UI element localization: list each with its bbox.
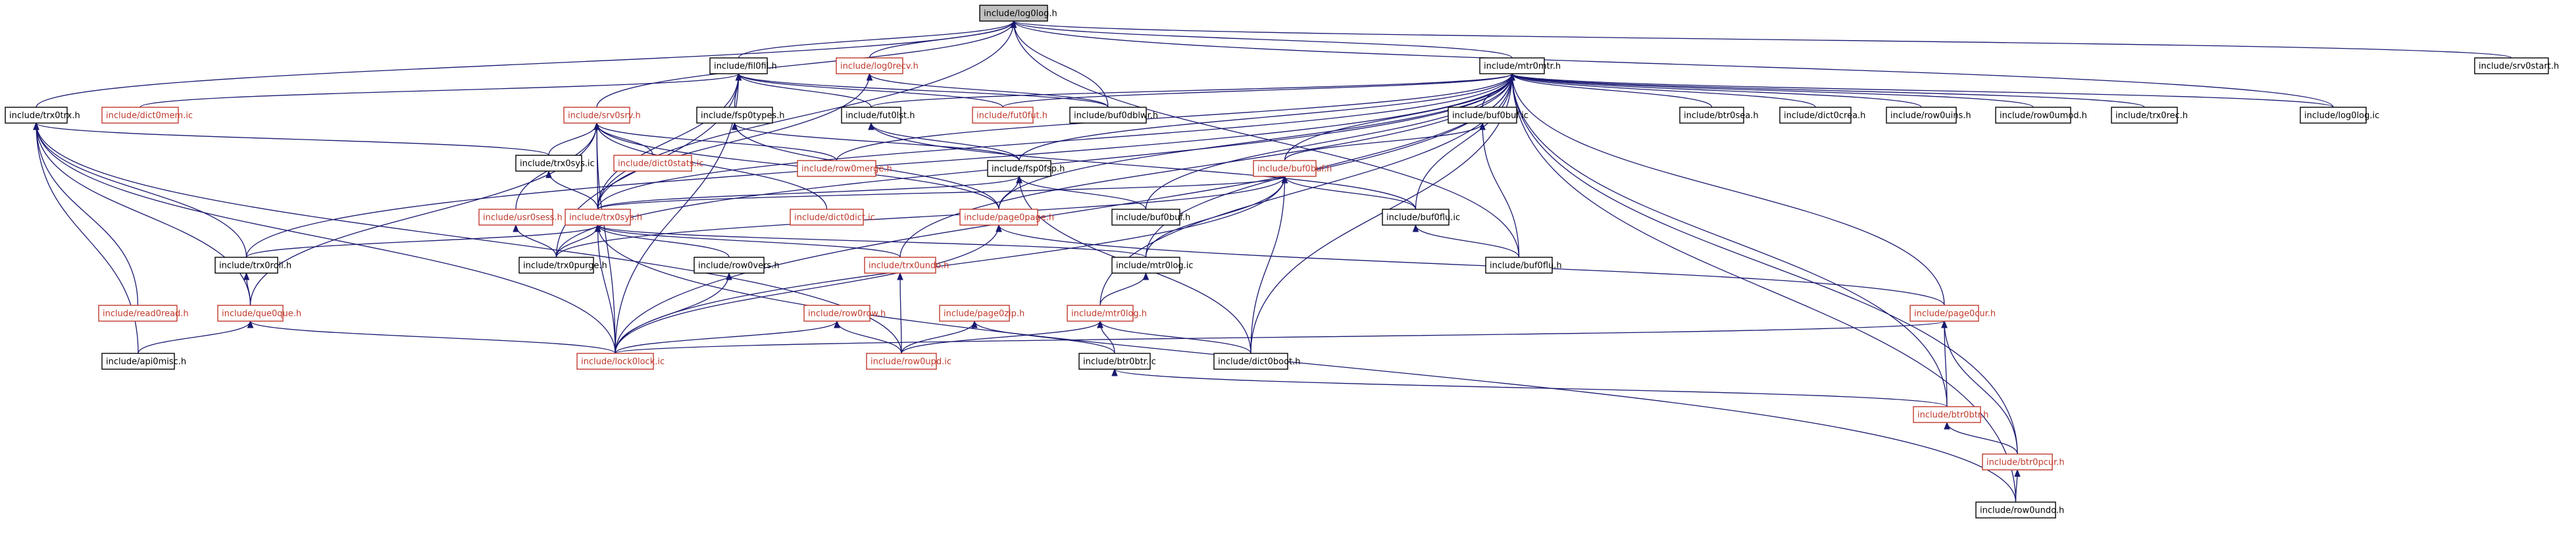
node-fut0fut-h[interactable]: [972, 107, 1048, 123]
edge-line: [1512, 74, 2333, 107]
node-label: include/row0uins.h: [1890, 111, 1971, 121]
edge-log0log_h-log0log_ic: [1011, 21, 2334, 107]
node-usr0sess-h[interactable]: [479, 209, 563, 225]
edge-btr0pcur_h-row0undo_h: [2015, 470, 2020, 502]
edge-row0row_h-row0upd_ic: [834, 321, 901, 353]
node-label: include/btr0pcur.h: [1986, 457, 2065, 468]
edge-btr0btr_h-btr0pcur_h: [1944, 422, 2017, 454]
node-trx0sys-ic[interactable]: [516, 155, 595, 171]
node-label: include/trx0roll.h: [219, 261, 292, 271]
edge-line: [1512, 74, 2016, 502]
node-api0misc-h[interactable]: [102, 353, 186, 369]
node-log0recv-h[interactable]: [836, 58, 919, 74]
edge-line: [1014, 21, 1513, 58]
edge-mtr0mtr_h-row0undo_h: [1509, 74, 2016, 502]
node-label: include/log0log.ic: [2304, 111, 2380, 121]
edge-line: [36, 123, 549, 155]
node-label: include/buf0buf.h: [1257, 164, 1332, 174]
node-label: include/buf0buf.h: [1116, 213, 1191, 223]
edge-trx0trx_h-read0read_h: [34, 123, 138, 305]
edge-line: [598, 225, 901, 257]
node-label: include/trx0sys.ic: [520, 159, 595, 169]
edge-line: [1512, 74, 1921, 107]
edge-line: [251, 321, 616, 353]
edge-fut0lst_h-fsp0fsp_h: [869, 123, 1019, 161]
node-row0upd-ic[interactable]: [867, 353, 951, 369]
edge-mtr0mtr_h-trx0rec_h: [1509, 74, 2144, 107]
edge-que0que_h-lock0lock_ic: [248, 321, 616, 353]
edge-buf0buf_ic-buf0flu_h: [1480, 123, 1519, 257]
node-label: include/buf0dblwr.h: [1074, 111, 1159, 121]
edge-trx0trx_h-trx0sys_ic: [34, 123, 549, 155]
node-row0row-h[interactable]: [804, 305, 886, 321]
node-label: include/row0row.h: [808, 309, 886, 319]
node-fsp0fsp-h[interactable]: [988, 161, 1065, 176]
edge-arrowhead: [513, 225, 518, 232]
node-label: include/btr0btr.ic: [1083, 357, 1156, 367]
edge-mtr0mtr_h-row0umod_h: [1509, 74, 2033, 107]
node-lock0lock-ic[interactable]: [577, 353, 665, 369]
edge-mtr0log_ic-mtr0log_h: [1100, 273, 1149, 305]
node-label: include/page0page.h: [964, 213, 1055, 223]
edge-arrowhead: [732, 123, 738, 130]
edge-mtr0mtr_h-row0uins_h: [1509, 74, 1921, 107]
node-page0cur-h[interactable]: [1910, 305, 1996, 321]
edge-line: [1947, 422, 2017, 454]
edge-line: [900, 273, 901, 353]
edge-line: [901, 321, 1100, 353]
edge-buf0flu_ic-buf0flu_h: [1413, 225, 1519, 257]
node-page0zip-h[interactable]: [940, 305, 1024, 321]
edge-line: [36, 123, 247, 257]
edge-arrowhead: [726, 273, 732, 280]
edge-trx0sys_h-trx0roll_h: [247, 225, 601, 257]
node-label: include/lock0lock.ic: [581, 357, 665, 367]
edges-layer: [34, 21, 2512, 502]
edge-row0row_h-lock0lock_ic: [615, 321, 840, 353]
edge-arrowhead: [1144, 273, 1149, 280]
edge-line: [739, 74, 1109, 107]
node-label: include/btr0btr.h: [1917, 410, 1989, 420]
edge-line: [1512, 74, 2017, 454]
node-label: include/buf0flu.h: [1490, 261, 1562, 271]
edge-mtr0log_h-row0upd_ic: [901, 321, 1103, 353]
node-label: include/srv0srv.h: [568, 111, 641, 121]
edge-mtr0mtr_h-btr0pcur_h: [1509, 74, 2017, 454]
edge-line: [549, 171, 598, 209]
edge-trx0trx_h-trx0roll_h: [34, 123, 247, 257]
node-read0read-h[interactable]: [99, 305, 189, 321]
edge-line: [598, 176, 1285, 209]
node-row0undo-h[interactable]: [1976, 502, 2064, 518]
edge-fil0fil_h-fut0lst_h: [736, 74, 872, 107]
node-btr0pcur-h[interactable]: [1983, 454, 2065, 470]
edge-line: [837, 321, 901, 353]
node-dict0crea-h[interactable]: [1780, 107, 1865, 123]
edge-line: [1014, 21, 2334, 107]
node-row0vers-h[interactable]: [694, 257, 780, 273]
edge-trx0sys_h-trx0undo_h: [595, 225, 901, 257]
edge-line: [1115, 369, 1947, 407]
edge-line: [247, 225, 598, 257]
edge-line: [1285, 176, 1416, 209]
node-label: include/mtr0log.ic: [1116, 261, 1194, 271]
edge-mtr0mtr_h-fut0fut_h: [1003, 74, 1515, 107]
node-label: include/fsp0types.h: [701, 111, 785, 121]
edge-line: [739, 21, 1014, 58]
edge-buf0buf_h-trx0sys_h: [598, 176, 1288, 209]
node-srv0srv-h[interactable]: [564, 107, 641, 123]
node-buf0buf-h[interactable]: [1253, 161, 1332, 176]
node-btr0btr-ic[interactable]: [1079, 353, 1156, 369]
edge-line: [1416, 225, 1519, 257]
edge-buf0buf_ic-buf0buf_h: [1285, 123, 1486, 161]
node-fut0lst-h[interactable]: [842, 107, 915, 123]
node-label: include/dict0stats.ic: [618, 159, 704, 169]
node-label: include/fut0lst.h: [846, 111, 915, 121]
node-label: include/log0recv.h: [840, 61, 919, 72]
edge-arrowhead: [1944, 422, 1950, 429]
edge-line: [1146, 74, 1513, 209]
edge-line: [1100, 273, 1146, 305]
edge-line: [739, 74, 872, 107]
node-fil0fil-h[interactable]: [710, 58, 777, 74]
edge-arrowhead: [594, 123, 599, 130]
edge-page0zip_h-row0upd_ic: [901, 321, 977, 353]
edge-log0log_h-srv0start_h: [1011, 21, 2512, 58]
edge-arrowhead: [244, 273, 249, 280]
node-row0merge-h[interactable]: [797, 161, 892, 176]
node-row0uins-h[interactable]: [1886, 107, 1971, 123]
edge-usr0sess_h-trx0purge_h: [513, 225, 557, 257]
node-label: include/dict0mem.ic: [106, 111, 193, 121]
node-label: include/log0log.h: [984, 9, 1057, 19]
edge-arrowhead: [834, 321, 840, 328]
node-trx0purge-h[interactable]: [519, 257, 607, 273]
node-dict0mem-ic[interactable]: [102, 107, 193, 123]
node-dict0stats-ic[interactable]: [614, 155, 703, 171]
node-row0umod-h[interactable]: [1996, 107, 2087, 123]
node-label: include/btr0sea.h: [1684, 111, 1759, 121]
edge-line: [597, 123, 615, 353]
edge-line: [1003, 74, 1512, 107]
edge-line: [1512, 74, 1947, 407]
node-label: include/trx0undo.h: [869, 261, 949, 271]
edge-arrowhead: [2015, 470, 2020, 476]
edge-line: [1944, 321, 2017, 454]
node-label: include/row0undo.h: [1980, 505, 2065, 516]
node-label: include/dict0boot.h: [1218, 357, 1301, 367]
edge-arrowhead: [546, 171, 551, 178]
edge-log0log_h-fil0fil_h: [739, 21, 1017, 58]
edge-arrowhead: [34, 123, 39, 130]
nodes-layer: [5, 5, 2559, 518]
edge-line: [516, 225, 557, 257]
node-label: include/fil0fil.h: [714, 61, 777, 72]
node-page0page-h[interactable]: [960, 209, 1054, 225]
edge-trx0trx_h-que0que_h: [34, 123, 251, 305]
edge-page0cur_h-lock0lock_ic: [615, 321, 1947, 353]
edge-trx0sys_ic-trx0sys_h: [546, 171, 598, 209]
node-label: include/page0zip.h: [944, 309, 1025, 319]
node-label: include/mtr0log.h: [1071, 309, 1148, 319]
edge-line: [1416, 74, 1513, 209]
node-label: include/page0cur.h: [1914, 309, 1996, 319]
node-mtr0log-ic[interactable]: [1112, 257, 1194, 273]
node-trx0sys-h[interactable]: [565, 209, 642, 225]
node-label: include/mtr0mtr.h: [1484, 61, 1561, 72]
edge-arrowhead: [1112, 369, 1117, 376]
node-buf0dblwr-h[interactable]: [1070, 107, 1158, 123]
node-fsp0types-h[interactable]: [697, 107, 785, 123]
edge-line: [1512, 74, 2033, 107]
edge-srv0srv_h-lock0lock_ic: [594, 123, 615, 353]
edge-mtr0mtr_h-btr0btr_h: [1509, 74, 1947, 407]
edge-line: [871, 123, 1019, 161]
edge-line: [1100, 321, 1251, 353]
edge-log0log_h-mtr0mtr_h: [1011, 21, 1513, 58]
edge-arrowhead: [897, 273, 903, 280]
node-label: include/row0umod.h: [2000, 111, 2087, 121]
edge-trx0roll_h-que0que_h: [244, 273, 251, 305]
node-trx0rec-h[interactable]: [2111, 107, 2188, 123]
node-label: include/trx0purge.h: [523, 261, 607, 271]
node-mtr0log-h[interactable]: [1067, 305, 1147, 321]
edge-line: [36, 123, 251, 305]
edge-line: [36, 123, 138, 305]
node-srv0start-h[interactable]: [2475, 58, 2559, 74]
node-btr0sea-h[interactable]: [1680, 107, 1759, 123]
edge-arrowhead: [867, 74, 872, 80]
edge-log0recv_h-buf0dblwr_h: [867, 74, 1109, 107]
edge-buf0buf_h-buf0flu_ic: [1282, 176, 1416, 209]
edge-line: [615, 321, 837, 353]
edge-line: [1251, 176, 1285, 353]
node-dict0boot-h[interactable]: [1214, 353, 1301, 369]
node-label: include/dict0crea.h: [1784, 111, 1866, 121]
edge-mtr0mtr_h-log0log_ic: [1509, 74, 2333, 107]
edge-line: [615, 321, 1944, 353]
node-log0log-ic[interactable]: [2300, 107, 2379, 123]
node-label: include/row0upd.ic: [871, 357, 952, 367]
edge-line: [597, 123, 653, 155]
node-buf0flu-ic[interactable]: [1382, 209, 1460, 225]
node-log0log-h: [980, 5, 1057, 21]
node-buf0buf-ic[interactable]: [1448, 107, 1528, 123]
node-label: include/trx0sys.h: [569, 213, 643, 223]
node-label: include/srv0start.h: [2479, 61, 2560, 72]
node-que0que-h[interactable]: [218, 305, 301, 321]
edge-line: [598, 225, 2016, 502]
node-label: include/que0que.h: [222, 309, 302, 319]
node-label: include/fut0fut.h: [976, 111, 1048, 121]
node-label: include/read0read.h: [103, 309, 189, 319]
node-trx0trx-h[interactable]: [5, 107, 80, 123]
edge-fil0fil_h-trx0sys_h: [598, 74, 742, 209]
edge-line: [1014, 21, 2512, 58]
edge-line: [549, 123, 597, 155]
node-label: include/fsp0fsp.h: [992, 164, 1065, 174]
node-label: include/row0vers.h: [698, 261, 780, 271]
node-btr0btr-h[interactable]: [1913, 407, 1988, 422]
edge-btr0btr_ic-btr0btr_h: [1112, 369, 1947, 407]
node-trx0roll-h[interactable]: [215, 257, 291, 273]
edge-mtr0log_h-dict0boot_h: [1098, 321, 1251, 353]
edge-trx0sys_h-lock0lock_ic: [595, 225, 616, 353]
node-label: include/buf0buf.ic: [1452, 111, 1528, 121]
node-buf0flu-h[interactable]: [1486, 257, 1562, 273]
edge-trx0sys_h-row0undo_h: [595, 225, 2016, 502]
node-label: include/trx0rec.h: [2115, 111, 2188, 121]
edge-line: [999, 176, 1019, 209]
edge-mtr0mtr_h-buf0buf_h2: [1146, 74, 1515, 209]
node-label: include/row0merge.h: [801, 164, 892, 174]
node-label: include/trx0trx.h: [9, 111, 80, 121]
edge-line: [138, 321, 251, 353]
node-trx0undo-h[interactable]: [865, 257, 949, 273]
node-buf0buf-h2[interactable]: [1112, 209, 1190, 225]
edge-line: [901, 321, 974, 353]
node-label: include/buf0flu.ic: [1386, 213, 1461, 223]
node-label: include/dict0dict.ic: [794, 213, 875, 223]
edge-fil0fil_h-buf0dblwr_h: [736, 74, 1109, 107]
node-label: include/api0misc.h: [106, 357, 187, 367]
edge-que0que_h-api0misc_h: [138, 321, 253, 353]
node-label: include/usr0sess.h: [483, 213, 563, 223]
node-dict0dict-ic[interactable]: [790, 209, 875, 225]
